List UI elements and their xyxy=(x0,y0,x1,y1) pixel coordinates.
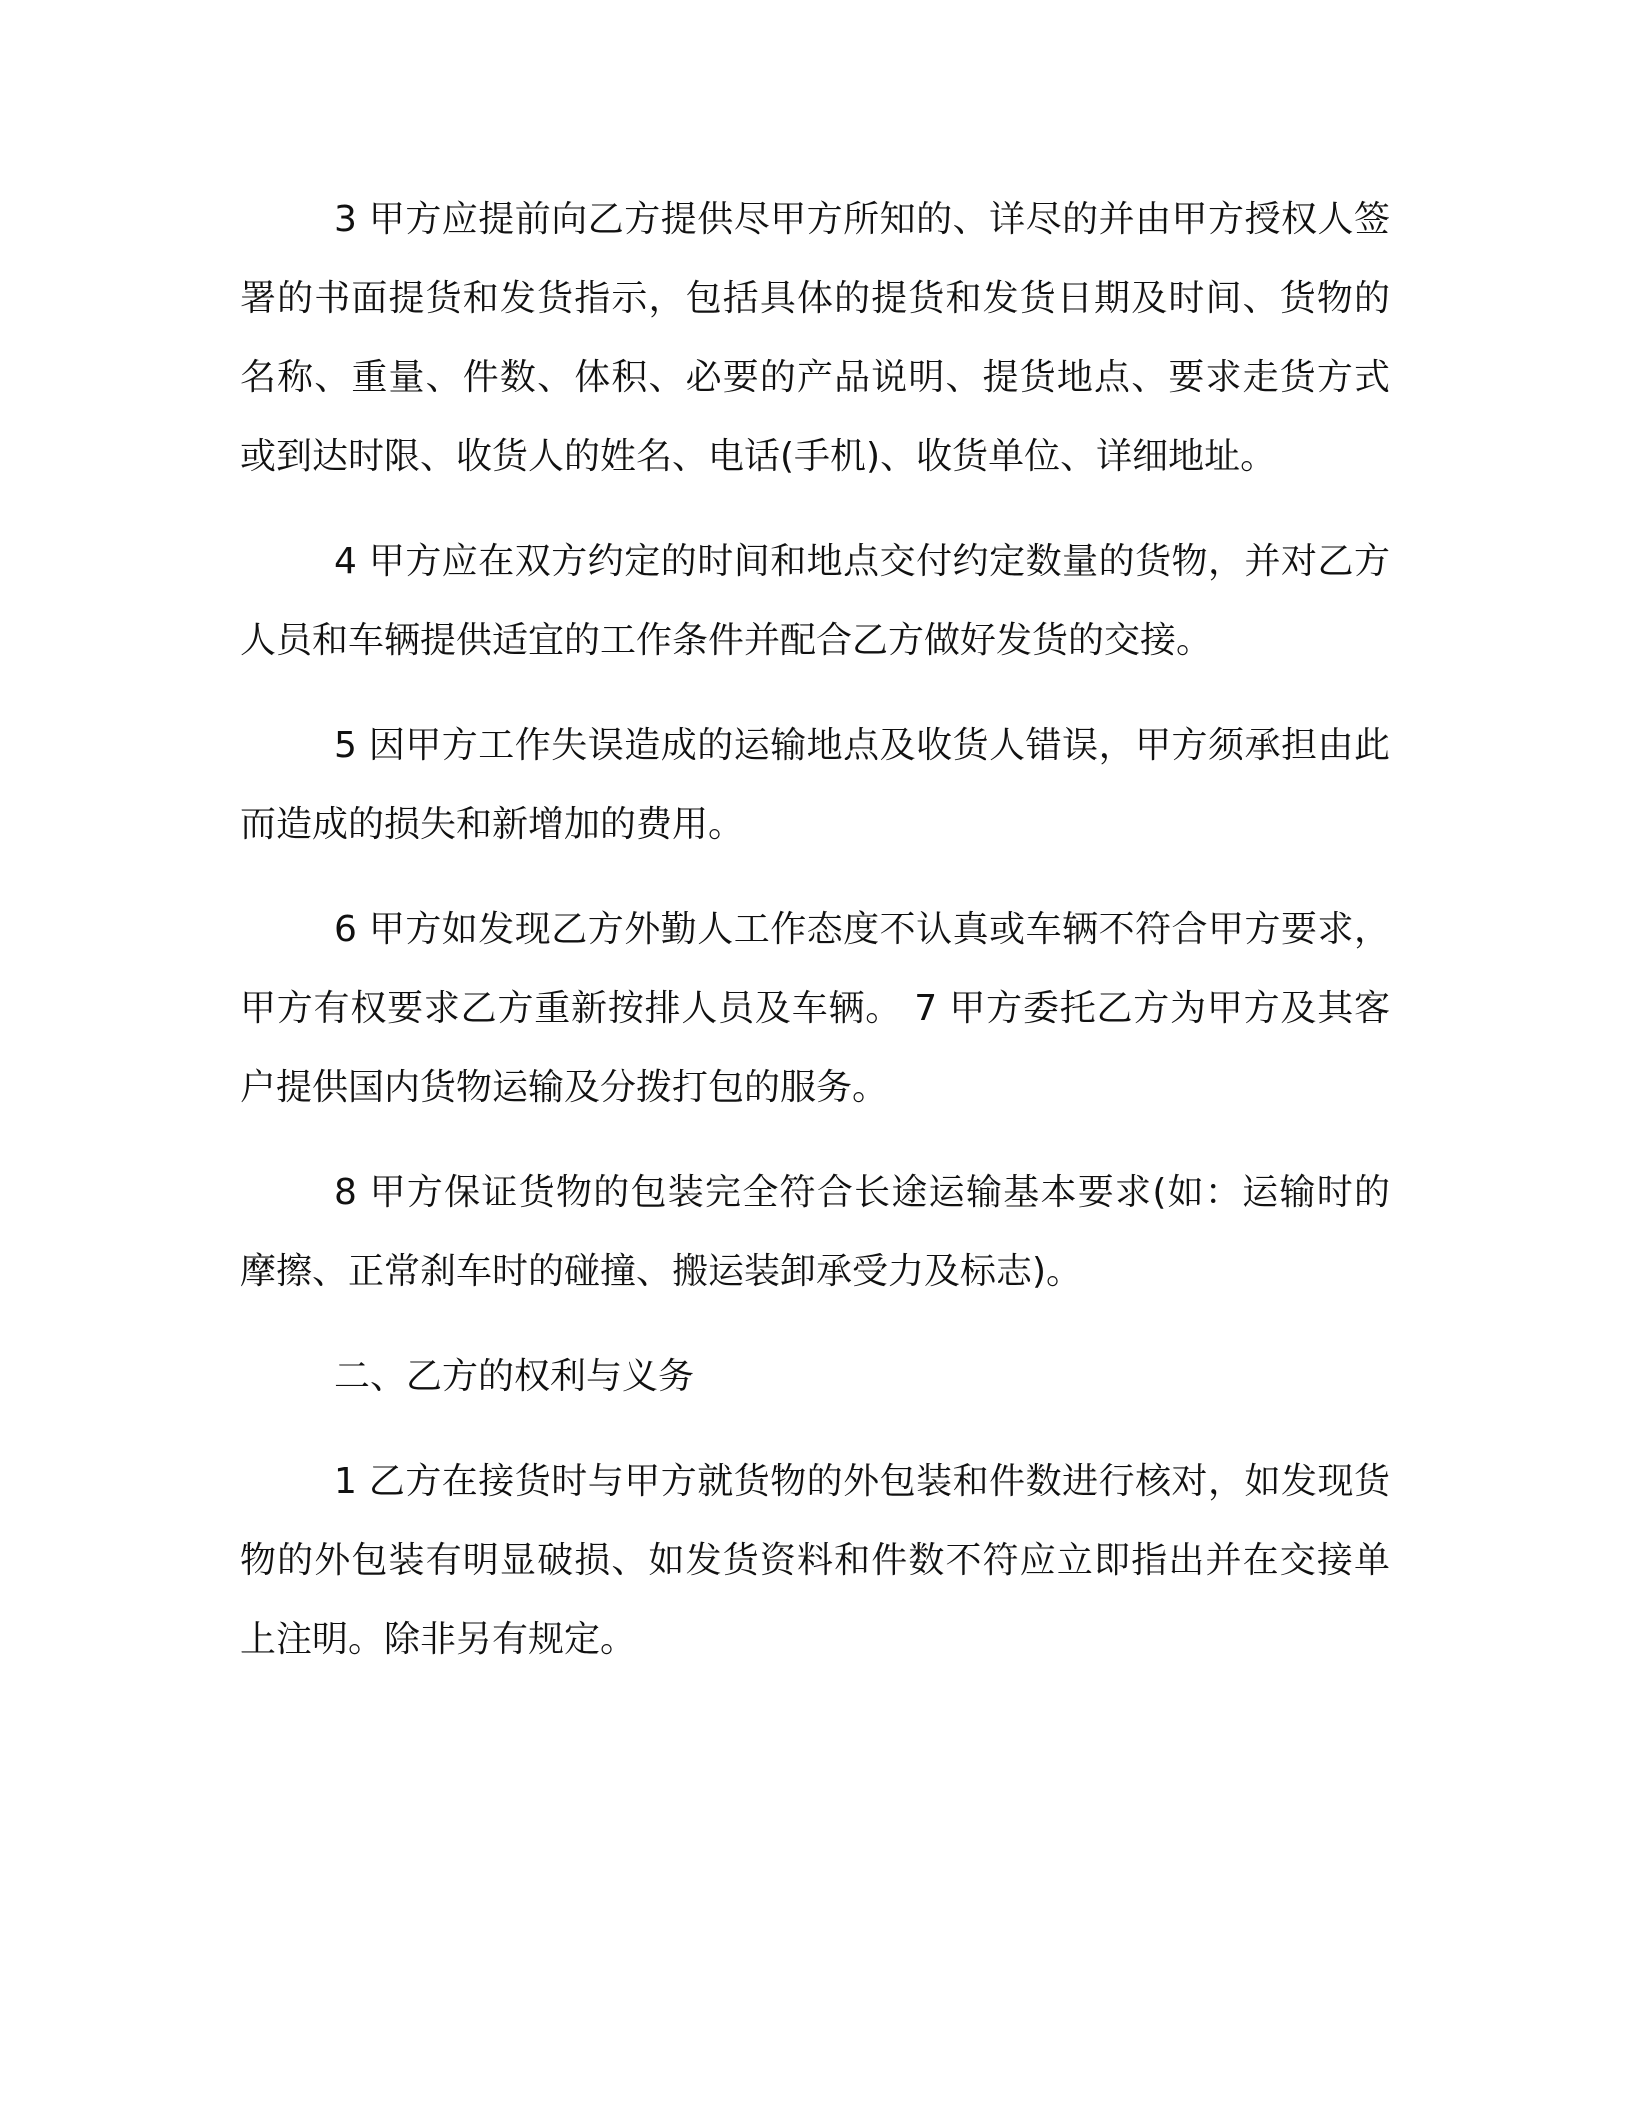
section-heading: 二、乙方的权利与义务 xyxy=(334,1356,695,1397)
clause-3: 3 甲方应提前向乙方提供尽甲方所知的、详尽的并由甲方授权人签署的书面提货和发货指示，包括具体的提货和发货日期及时间、货物的名称、重量、件数、体积、必要的产品说明、提货地点、要求走货方式或到达时限、收货人的姓名、电话(手机)、收货单位、详细地址。 xyxy=(240,199,1390,477)
clause-5: 5 因甲方工作失误造成的运输地点及收货人错误，甲方须承担由此而造成的损失和新增加的费用。 xyxy=(240,725,1390,845)
document-body xyxy=(240,180,1390,1705)
clause-4: 4 甲方应在双方约定的时间和地点交付约定数量的货物，并对乙方人员和车辆提供适宜的工作条件并配合乙方做好发货的交接。 xyxy=(240,541,1390,661)
clause-6-7: 6 甲方如发现乙方外勤人工作态度不认真或车辆不符合甲方要求，甲方有权要求乙方重新按排人员及车辆。 7 甲方委托乙方为甲方及其客户提供国内货物运输及分拨打包的服务。 xyxy=(240,909,1390,1108)
section2-clause-1: 1 乙方在接货时与甲方就货物的外包装和件数进行核对，如发现货物的外包装有明显破损、如发货资料和件数不符应立即指出并在交接单上注明。除非另有规定。 xyxy=(240,1461,1390,1660)
clause-8: 8 甲方保证货物的包装完全符合长途运输基本要求(如：运输时的摩擦、正常刹车时的碰撞、搬运装卸承受力及标志)。 xyxy=(240,1172,1390,1292)
